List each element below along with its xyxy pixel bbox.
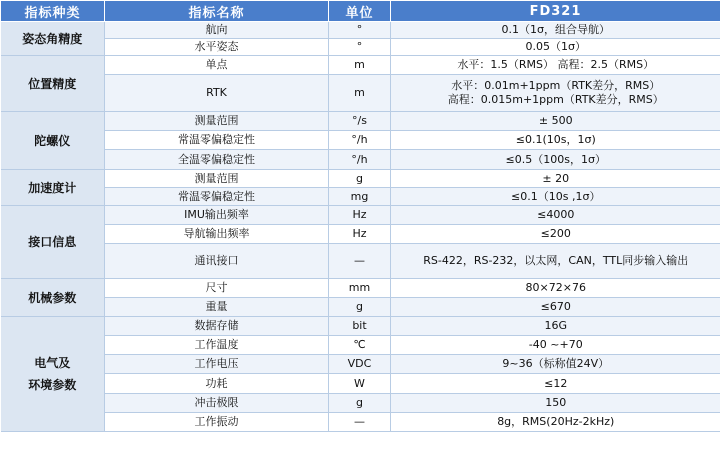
spec-value-cell bbox=[391, 317, 720, 336]
spec-value-cell bbox=[391, 355, 720, 374]
table-row bbox=[1, 206, 720, 225]
spec-value-cell bbox=[391, 244, 720, 279]
table-row bbox=[1, 355, 720, 374]
spec-value-cell bbox=[391, 22, 720, 39]
spec-value: 8g，RMS(20Hz-2kHz) bbox=[497, 415, 615, 428]
table-row bbox=[1, 225, 720, 244]
spec-unit: °/h bbox=[329, 150, 391, 170]
spec-name: 常温零偏稳定性 bbox=[105, 131, 329, 150]
category-label: 陀螺仪 bbox=[34, 133, 71, 148]
category-label: 位置精度 bbox=[28, 76, 77, 91]
category-cell bbox=[1, 56, 105, 112]
header-model: FD321 bbox=[391, 1, 720, 22]
spec-unit: Hz bbox=[329, 206, 391, 225]
header-unit: 单位 bbox=[329, 1, 391, 22]
spec-unit: ° bbox=[329, 22, 391, 39]
spec-name: 导航输出频率 bbox=[105, 225, 329, 244]
spec-value-cell bbox=[391, 39, 720, 56]
table-row bbox=[1, 413, 720, 432]
table-row bbox=[1, 394, 720, 413]
spec-value: 150 bbox=[545, 396, 567, 409]
spec-unit: — bbox=[329, 244, 391, 279]
spec-name: 全温零偏稳定性 bbox=[105, 150, 329, 170]
spec-name: 航向 bbox=[105, 22, 329, 39]
spec-value-cell bbox=[391, 413, 720, 432]
spec-value: ≤0.1（10s ,1σ） bbox=[511, 189, 601, 203]
spec-value-cell bbox=[391, 131, 720, 150]
table-row bbox=[1, 75, 720, 112]
spec-value-cell bbox=[391, 112, 720, 131]
spec-name: 尺寸 bbox=[105, 279, 329, 298]
spec-name: 测量范围 bbox=[105, 170, 329, 188]
spec-value-cell bbox=[391, 394, 720, 413]
spec-unit: ° bbox=[329, 39, 391, 56]
table-row bbox=[1, 170, 720, 188]
header-category: 指标种类 bbox=[1, 1, 105, 22]
spec-unit: VDC bbox=[329, 355, 391, 374]
category-cell bbox=[1, 170, 105, 206]
spec-name: 水平姿态 bbox=[105, 39, 329, 56]
table-row bbox=[1, 22, 720, 39]
spec-value-cell bbox=[391, 170, 720, 188]
category-label: 接口信息 bbox=[28, 235, 77, 249]
table-row bbox=[1, 112, 720, 131]
spec-value: 水平：1.5（RMS） 高程：2.5（RMS） bbox=[457, 58, 655, 71]
spec-unit: Hz bbox=[329, 225, 391, 244]
spec-value-cell bbox=[391, 56, 720, 75]
table-row bbox=[1, 279, 720, 298]
spec-value: RS-422，RS-232，以太网，CAN，TTL同步输入输出 bbox=[423, 254, 689, 267]
spec-value-cell bbox=[391, 374, 720, 394]
category-label: 机械参数 bbox=[28, 290, 77, 305]
spec-name: 工作温度 bbox=[105, 336, 329, 355]
spec-name: 工作电压 bbox=[105, 355, 329, 374]
spec-unit: mg bbox=[329, 188, 391, 206]
spec-value: ± 20 bbox=[542, 171, 570, 185]
spec-value: 16G bbox=[544, 319, 568, 332]
spec-value: 水平：0.01m+1ppm（RTK差分，RMS） bbox=[451, 79, 661, 92]
table-row bbox=[1, 56, 720, 75]
spec-value-line2: 高程：0.015m+1ppm（RTK差分，RMS） bbox=[447, 93, 664, 106]
spec-value: -40 ~+70 bbox=[528, 338, 583, 351]
spec-value-cell bbox=[391, 298, 720, 317]
spec-unit: °/h bbox=[329, 131, 391, 150]
table-row bbox=[1, 188, 720, 206]
category-cell bbox=[1, 317, 105, 432]
spec-unit: g bbox=[329, 170, 391, 188]
category-cell bbox=[1, 206, 105, 279]
spec-name: 工作振动 bbox=[105, 413, 329, 432]
spec-unit: °/s bbox=[329, 112, 391, 131]
table-row bbox=[1, 317, 720, 336]
spec-unit: bit bbox=[329, 317, 391, 336]
spec-unit: m bbox=[329, 75, 391, 112]
spec-value-cell bbox=[391, 150, 720, 170]
spec-value: ≤0.1(10s，1σ) bbox=[515, 133, 596, 146]
spec-value: ± 500 bbox=[538, 114, 573, 127]
table-row bbox=[1, 336, 720, 355]
spec-name: 通讯接口 bbox=[105, 244, 329, 279]
category-cell bbox=[1, 279, 105, 317]
spec-name: RTK bbox=[105, 75, 329, 112]
spec-value: ≤0.5（100s，1σ） bbox=[505, 152, 606, 166]
spec-value: 0.1（1σ，组合导航） bbox=[501, 23, 610, 36]
spec-value-cell bbox=[391, 336, 720, 355]
spec-unit: m bbox=[329, 56, 391, 75]
table-row bbox=[1, 39, 720, 56]
category-label: 姿态角精度 bbox=[22, 31, 83, 46]
category-cell bbox=[1, 22, 105, 56]
spec-value: 80×72×76 bbox=[525, 281, 586, 294]
spec-name: 单点 bbox=[105, 56, 329, 75]
spec-value-cell bbox=[391, 206, 720, 225]
spec-value-cell bbox=[391, 279, 720, 298]
table-row bbox=[1, 244, 720, 279]
spec-unit: g bbox=[329, 298, 391, 317]
spec-unit: g bbox=[329, 394, 391, 413]
table-row bbox=[1, 131, 720, 150]
category-label-line2: 环境参数 bbox=[28, 378, 77, 392]
spec-name: IMU输出频率 bbox=[105, 206, 329, 225]
spec-value-cell bbox=[391, 75, 720, 112]
category-label: 电气及 bbox=[34, 356, 71, 370]
category-label: 加速度计 bbox=[28, 180, 77, 195]
spec-unit: mm bbox=[329, 279, 391, 298]
header-row bbox=[1, 1, 720, 22]
spec-value: ≤12 bbox=[544, 376, 568, 390]
category-cell bbox=[1, 112, 105, 170]
spec-unit: W bbox=[329, 374, 391, 394]
spec-value: ≤4000 bbox=[537, 208, 575, 221]
header-name: 指标名称 bbox=[105, 1, 329, 22]
spec-value-cell bbox=[391, 225, 720, 244]
spec-unit: — bbox=[329, 413, 391, 432]
spec-name: 功耗 bbox=[105, 374, 329, 394]
spec-name: 冲击极限 bbox=[105, 394, 329, 413]
table-row bbox=[1, 298, 720, 317]
spec-unit: ℃ bbox=[329, 336, 391, 355]
spec-value: 9~36（标称值24V） bbox=[502, 357, 610, 370]
table-row bbox=[1, 374, 720, 394]
spec-name: 数据存储 bbox=[105, 317, 329, 336]
table-row bbox=[1, 150, 720, 170]
spec-value-cell bbox=[391, 188, 720, 206]
spec-name: 测量范围 bbox=[105, 112, 329, 131]
spec-name: 常温零偏稳定性 bbox=[105, 188, 329, 206]
spec-value: 0.05（1σ） bbox=[525, 40, 586, 53]
spec-name: 重量 bbox=[105, 298, 329, 317]
spec-value: ≤670 bbox=[540, 300, 571, 313]
spec-value: ≤200 bbox=[540, 227, 571, 240]
